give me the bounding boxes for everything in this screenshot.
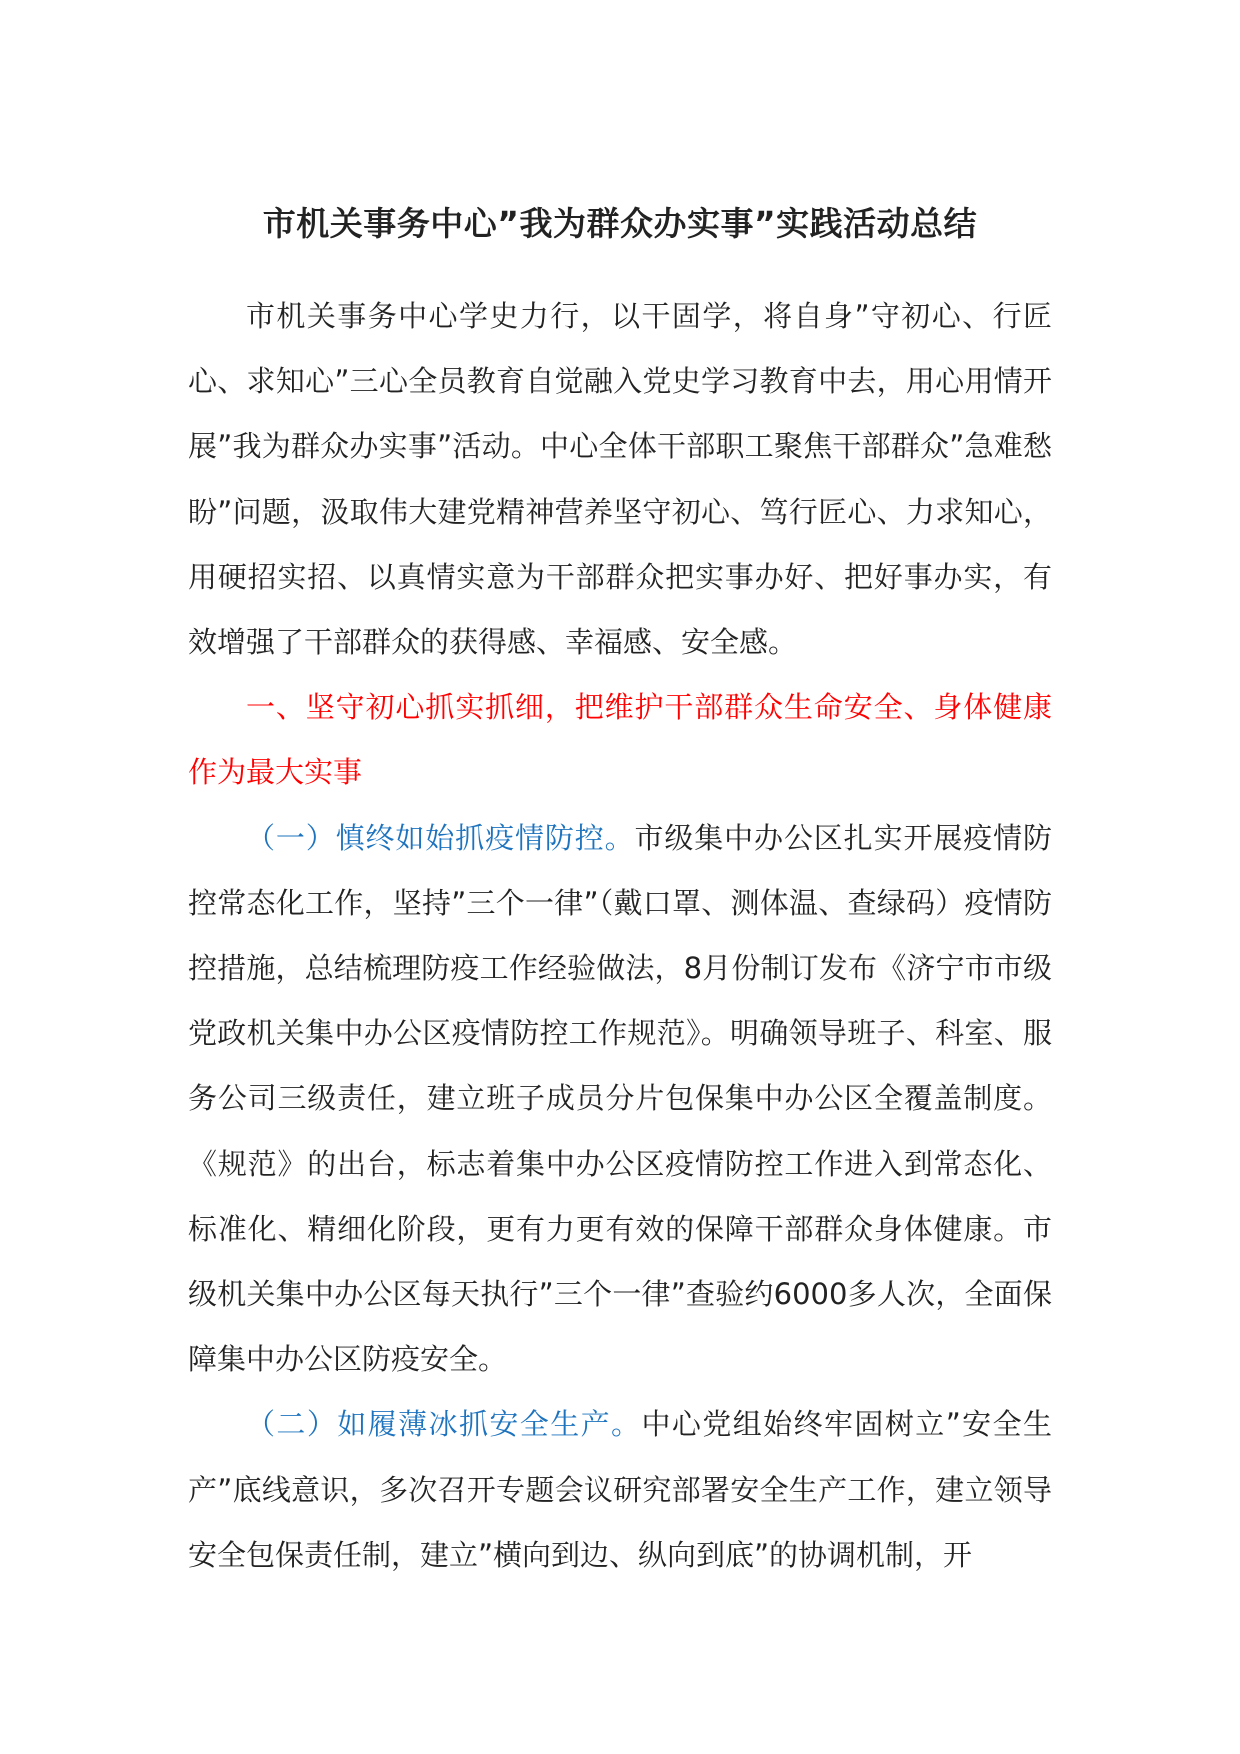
subsection-1-paragraph	[188, 806, 1052, 1393]
section-1-heading: 一、坚守初心抓实抓细，把维护干部群众生命安全、身体健康作为最大实事	[188, 690, 1052, 790]
intro-paragraph: 市机关事务中心学史力行，以干固学，将自身”守初心、行匠心、求知心”三心全员教育自觉融入党史学习教育中去，用心用情开展”我为群众办实事”活动。中心全体干部职工聚焦干部群众”急难愁盼”问题，汲取伟大建党精神营养坚守初心、笃行匠心、力求知心，用硬招实招、以真情实意为干部群众把实事办好、把好事办实，有效增强了干部群众的获得感、幸福感、安全感。	[188, 299, 1052, 660]
document-title: 市机关事务中心”我为群众办实事”实践活动总结	[262, 204, 978, 243]
document-body	[188, 284, 1052, 1588]
subsection-1-text: 市级集中办公区扎实开展疫情防控常态化工作，坚持”三个一律”（戴口罩、测体温、查绿码）疫情防控措施，总结梳理防疫工作经验做法，8月份制订发布《济宁市市级党政机关集中办公区疫情防控工作规范》。明确领导班子、科室、服务公司三级责任，建立班子成员分片包保集中办公区全覆盖制度。《规范》的出台，标志着集中办公区疫情防控工作进入到常态化、标准化、精细化阶段，更有力更有效的保障干部群众身体健康。市级机关集中办公区每天执行”三个一律”查验约6000多人次，全面保障集中办公区防疫安全。	[188, 820, 1052, 1377]
subsection-2-paragraph	[188, 1392, 1052, 1588]
subsection-2-heading: （二）如履薄冰抓安全生产。	[246, 1407, 642, 1442]
subsection-2-text: 中心党组始终牢固树立”安全生产”底线意识，多次召开专题会议研究部署安全生产工作，建立领导安全包保责任制，建立”横向到边、纵向到底”的协调机制，开	[188, 1407, 1052, 1572]
subsection-1-heading: （一）慎终如始抓疫情防控。	[246, 820, 635, 855]
